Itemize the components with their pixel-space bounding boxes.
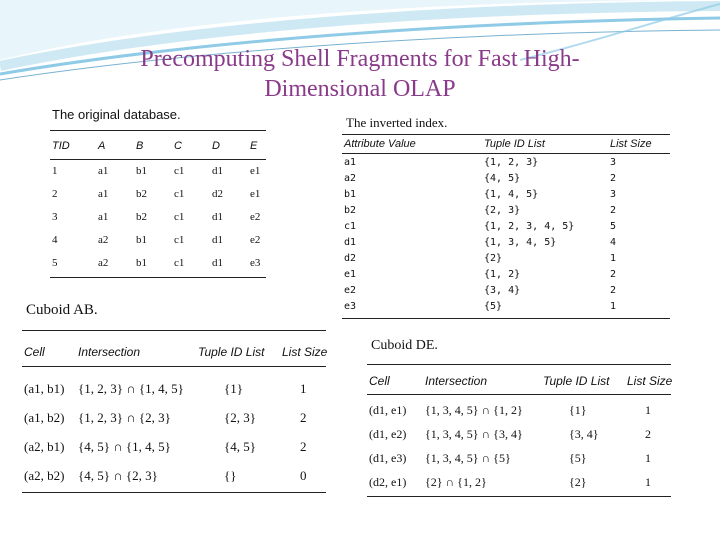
table-cell: 2 (300, 410, 307, 425)
header-tuple-id-list: Tuple ID List (484, 138, 545, 150)
table-cell: (d1, e1) (369, 403, 407, 417)
table-cell: {1} (224, 381, 243, 396)
header-b: B (136, 140, 144, 152)
table-cell: 5 (52, 257, 58, 269)
table-cell: d1 (212, 165, 223, 177)
cuboid-de-table (365, 332, 675, 502)
header-tid: TID (52, 140, 70, 152)
table-cell: {3, 4} (484, 285, 521, 296)
table-cell: c1 (344, 221, 357, 232)
table-cell: a2 (98, 257, 109, 269)
table-cell: 1 (52, 165, 58, 177)
header-cell: Cell (369, 374, 390, 388)
header-list-size: List Size (627, 374, 673, 388)
table-cell: 0 (300, 468, 307, 483)
header-intersection: Intersection (425, 374, 488, 388)
table-cell: d1 (344, 237, 357, 248)
table-cell: {4, 5} ∩ {2, 3} (78, 468, 158, 483)
header-tuple-id-list: Tuple ID List (543, 374, 610, 388)
table-cell: b1 (136, 257, 147, 269)
table-cell: {2} (484, 253, 503, 264)
table-cell: {1, 3, 4, 5} ∩ {1, 2} (425, 403, 523, 417)
table-cell: {1, 3, 4, 5} ∩ {3, 4} (425, 427, 523, 441)
table-cell: e2 (344, 285, 357, 296)
table-cell: {5} (569, 451, 587, 465)
table-cell: (a1, b1) (24, 381, 65, 396)
table-cell: b2 (136, 211, 147, 223)
table-cell: c1 (174, 211, 185, 223)
header-a: A (98, 140, 106, 152)
table-cell: 4 (610, 237, 617, 248)
original-database-caption: The original database. (52, 107, 181, 122)
table-cell: e3 (344, 301, 357, 312)
table-cell: a2 (344, 173, 357, 184)
table-cell: b1 (136, 165, 147, 177)
table-cell: c1 (174, 257, 185, 269)
table-cell: {1, 2, 3, 4, 5} (484, 221, 575, 232)
table-cell: 2 (610, 173, 617, 184)
header-list-size: List Size (282, 345, 328, 359)
table-cell: 1 (645, 451, 651, 465)
table-cell: b1 (344, 189, 357, 200)
table-cell: 2 (610, 205, 617, 216)
table-cell: {1, 4, 5} (484, 189, 539, 200)
table-cell: 1 (645, 403, 651, 417)
table-cell: e1 (344, 269, 357, 280)
table-cell: 4 (52, 234, 58, 246)
table-cell: 1 (645, 475, 651, 489)
table-cell: {5} (484, 301, 503, 312)
table-cell: e1 (250, 165, 261, 177)
table-cell: 3 (610, 189, 617, 200)
table-cell: (a2, b1) (24, 439, 65, 454)
table-cell: {2} ∩ {1, 2} (425, 475, 487, 489)
table-cell: e3 (250, 257, 261, 269)
table-cell: d1 (212, 234, 223, 246)
table-cell: a2 (98, 234, 109, 246)
table-cell: {1} (569, 403, 587, 417)
table-cell: b1 (136, 234, 147, 246)
inverted-index-caption: The inverted index. (346, 115, 448, 130)
table-cell: {4, 5} (484, 173, 521, 184)
table-cell: 2 (610, 269, 617, 280)
header-attribute-value: Attribute Value (344, 138, 416, 150)
table-cell: d1 (212, 257, 223, 269)
table-cell: 2 (52, 188, 58, 200)
header-c: C (174, 140, 182, 152)
header-cell: Cell (24, 345, 45, 359)
table-cell: {1, 2} (484, 269, 521, 280)
table-cell: {2, 3} (224, 410, 256, 425)
table-cell: {} (224, 468, 237, 483)
table-cell: (d1, e3) (369, 451, 407, 465)
table-cell: b2 (344, 205, 357, 216)
table-cell: 3 (52, 211, 58, 223)
table-cell: b2 (136, 188, 147, 200)
slide-title-line-2: Dimensional OLAP (264, 76, 456, 102)
table-cell: {1, 2, 3} (484, 157, 539, 168)
table-cell: d2 (212, 188, 223, 200)
cuboid-ab-caption: Cuboid AB. (26, 302, 98, 318)
slide-title (40, 44, 680, 104)
table-cell: {1, 2, 3} ∩ {1, 4, 5} (78, 381, 184, 396)
table-cell: {1, 3, 4, 5} ∩ {5} (425, 451, 511, 465)
header-d: D (212, 140, 220, 152)
inverted-index-table (340, 112, 672, 322)
header-intersection: Intersection (78, 345, 141, 359)
table-cell: a1 (98, 211, 109, 223)
table-cell: c1 (174, 165, 185, 177)
table-cell: {2} (569, 475, 587, 489)
table-cell: d1 (212, 211, 223, 223)
table-cell: a1 (344, 157, 357, 168)
table-cell: a1 (98, 165, 109, 177)
table-cell: {2, 3} (484, 205, 521, 216)
table-cell: 2 (300, 439, 307, 454)
table-cell: a1 (98, 188, 109, 200)
table-cell: c1 (174, 234, 185, 246)
table-cell: 3 (610, 157, 617, 168)
cuboid-ab-table (20, 296, 330, 500)
header-e: E (250, 140, 258, 152)
table-cell: d2 (344, 253, 357, 264)
table-cell: 5 (610, 221, 617, 232)
slide-title-line-1: Precomputing Shell Fragments for Fast High- (140, 46, 580, 72)
table-cell: e2 (250, 234, 261, 246)
cuboid-de-caption: Cuboid DE. (371, 338, 438, 353)
table-cell: {4, 5} (224, 439, 256, 454)
header-list-size: List Size (610, 138, 652, 150)
table-cell: {1, 2, 3} ∩ {2, 3} (78, 410, 171, 425)
table-cell: (a1, b2) (24, 410, 65, 425)
table-cell: {3, 4} (569, 427, 599, 441)
table-cell: 1 (610, 253, 617, 264)
original-database-table (46, 103, 270, 285)
table-cell: e1 (250, 188, 261, 200)
table-cell: 2 (610, 285, 617, 296)
table-cell: 1 (300, 381, 307, 396)
table-cell: (d1, e2) (369, 427, 407, 441)
table-cell: {1, 3, 4, 5} (484, 237, 557, 248)
table-cell: (d2, e1) (369, 475, 407, 489)
table-cell: {4, 5} ∩ {1, 4, 5} (78, 439, 171, 454)
table-cell: 2 (645, 427, 651, 441)
table-cell: e2 (250, 211, 261, 223)
table-cell: c1 (174, 188, 185, 200)
header-tuple-id-list: Tuple ID List (198, 345, 265, 359)
table-cell: (a2, b2) (24, 468, 65, 483)
table-cell: 1 (610, 301, 617, 312)
